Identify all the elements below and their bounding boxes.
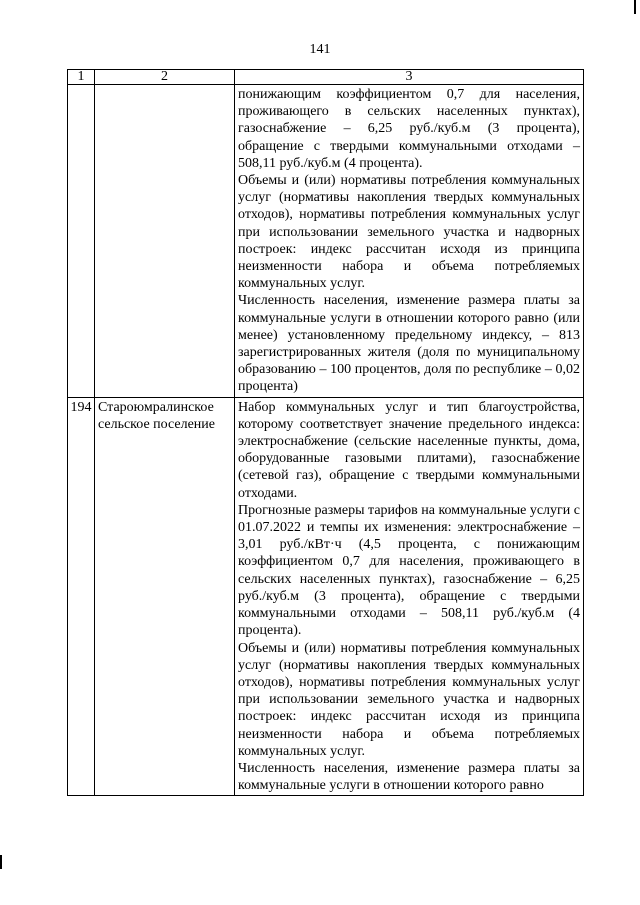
scan-edge-mark-top bbox=[634, 0, 636, 14]
table-row-continued bbox=[68, 85, 584, 398]
scan-edge-mark-left bbox=[0, 855, 2, 869]
column-header-2: 2 bbox=[95, 70, 235, 85]
index-description-cell bbox=[235, 397, 584, 796]
description-paragraph: Прогнозные размеры тарифов на коммунальные услуги с 01.07.2022 и темпы их изменения: электроснабжение – 3,01 руб./кВт·ч (4,5 процента, с понижающим коэффициентом 0,7 для населения, проживающего в сельских населенных пунктах), газоснабжение – 6,25 руб./куб.м (3 процента), обращение с твердыми коммунальными отходами – 508,11 руб./куб.м (4 процента). bbox=[238, 502, 580, 639]
row-number-cell bbox=[68, 85, 95, 398]
description-paragraph: Численность населения, изменение размера платы за коммунальные услуги в отношении которого равно bbox=[238, 760, 580, 794]
table-header-row bbox=[68, 70, 584, 85]
description-paragraph: Численность населения, изменение размера платы за коммунальные услуги в отношении которого равно (или менее) установленному предельному индексу, – 813 зарегистрированных жителя (доля по муниципальному образованию – 100 процентов, доля по республике – 0,02 процента) bbox=[238, 293, 580, 395]
column-header-1: 1 bbox=[68, 70, 95, 85]
index-description-cell bbox=[235, 85, 584, 398]
description-paragraph: Объемы и (или) нормативы потребления коммунальных услуг (нормативы накопления твердых коммунальных отходов), нормативы потребления коммунальных услуг при использовании земельного участка и надворных построек: индекс рассчитан исходя из принципа неизменности набора и объема потребляемых коммунальных услуг. bbox=[238, 173, 580, 292]
page-number: 141 bbox=[309, 42, 331, 57]
municipality-name-cell bbox=[95, 85, 235, 398]
tariff-index-table bbox=[67, 69, 584, 796]
description-paragraph: Набор коммунальных услуг и тип благоустройства, которому соответствует значение предельного индекса: электроснабжение (сельские населенные пункты, дома, оборудованные газовыми плитами), газоснабжение (сетевой газ), обращение с твердыми коммунальными отходами. bbox=[238, 399, 580, 501]
row-number-cell: 194 bbox=[68, 397, 95, 796]
description-paragraph: понижающим коэффициентом 0,7 для населения, проживающего в сельских населенных пунктах), газоснабжение – 6,25 руб./куб.м (3 процента), обращение с твердыми коммунальными отходами – 508,11 руб./куб.м (4 процента). bbox=[238, 87, 580, 171]
description-paragraph: Объемы и (или) нормативы потребления коммунальных услуг (нормативы накопления твердых коммунальных отходов), нормативы потребления коммунальных услуг при использовании земельного участка и надворных построек: индекс рассчитан исходя из принципа неизменности набора и объема потребляемых коммунальных услуг. bbox=[238, 640, 580, 759]
municipality-name-cell: Староюмралинское сельское поселение bbox=[95, 397, 235, 796]
table-row-194 bbox=[68, 397, 584, 796]
column-header-3: 3 bbox=[235, 70, 584, 85]
